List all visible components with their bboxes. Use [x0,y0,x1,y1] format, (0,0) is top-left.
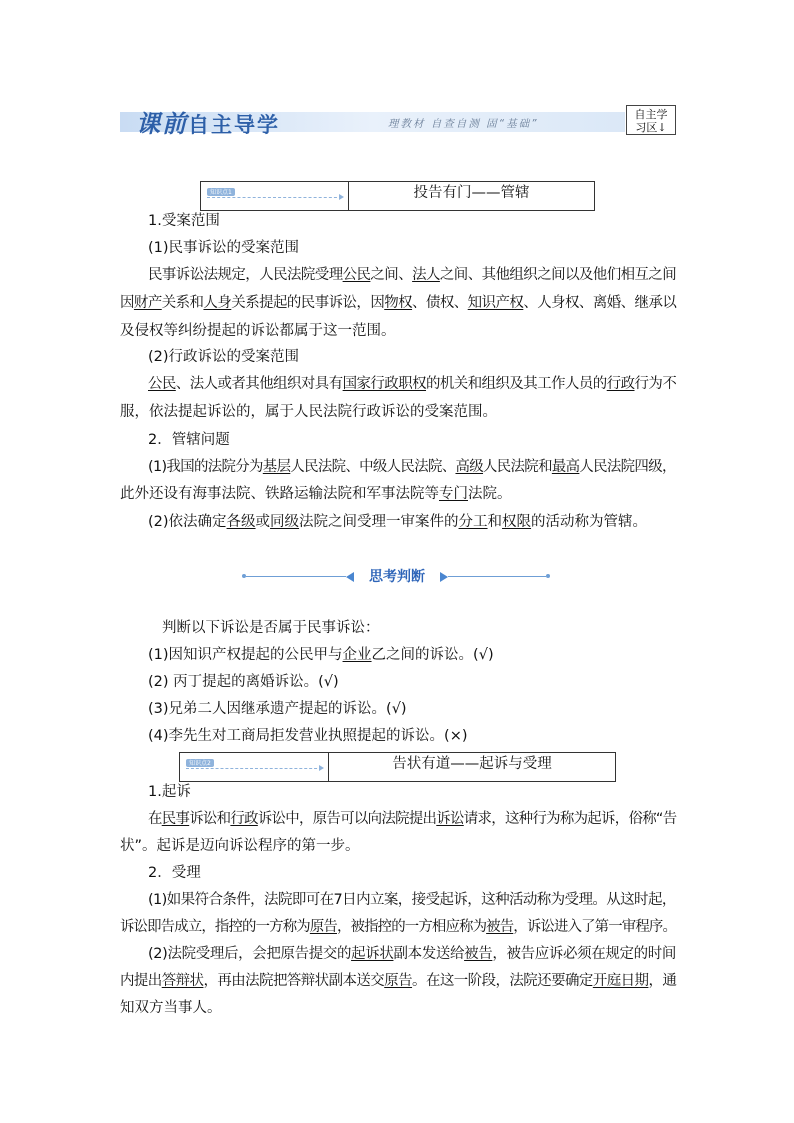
section-2-tab [180,753,329,781]
knowledge-point-tag: 知识点1 [207,188,235,196]
heading-civil-scope: (1)民事诉讼的受案范围 [148,240,300,256]
section-1-title-bar [200,181,595,211]
banner-title-rest: 自主导学 [188,112,280,137]
badge-line-2: 习区↓ [635,121,667,134]
acceptance-2-line-3: 知双方当事人。 [120,1000,222,1016]
think-judge-divider [242,567,550,587]
banner-title [136,104,280,139]
arrow-icon [207,197,342,198]
admin-scope-line-1: 公民、法人或者其他组织对具有国家行政职权的机关和组织及其工作人员的行政行为不 [148,376,677,392]
jurisdiction-definition: (2)依法确定各级或同级法院之间受理一审案件的分工和权限的活动称为管辖。 [148,514,648,530]
heading-prosecution: 1.起诉 [148,784,191,800]
banner-subtitle: 理教材 自查自测 固“基础” [388,118,539,130]
acceptance-1-line-1: (1)如果符合条件，法院即可在7日内立案，接受起诉，这种活动称为受理。从这时起， [148,892,676,908]
admin-scope-line-2: 服，依法提起诉讼的，属于人民法院行政诉讼的受案范围。 [120,404,497,420]
divider-dot-right [546,574,550,578]
divider-rule-right [448,576,546,577]
acceptance-2-line-2: 内提出答辩状，再由法院把答辩状副本送交原告。在这一阶段，法院还要确定开庭日期，通 [120,973,677,989]
judge-item-2: (2) 丙丁提起的离婚诉讼。(√) [148,674,339,690]
judge-item-3: (3)兄弟二人因继承遗产提起的诉讼。(√) [148,701,407,717]
banner-title-lead: 课前 [136,109,188,138]
self-study-badge[interactable] [626,105,676,135]
judge-item-1: (1)因知识产权提起的公民甲与企业乙之间的诉讼。(√) [148,647,494,663]
divider-rule-left [246,576,346,577]
prosecution-line-1: 在民事诉讼和行政诉讼中，原告可以向法院提出诉讼请求，这种行为称为起诉，俗称“告 [148,811,677,827]
heading-jurisdiction: 2．管辖问题 [148,432,230,448]
heading-admin-scope: (2)行政诉讼的受案范围 [148,349,300,365]
think-judge-label: 思考判断 [369,569,425,585]
badge-line-1: 自主学 [634,108,668,121]
section-1-tab [201,182,349,210]
arrow-icon [186,768,322,769]
judge-item-4: (4)李先生对工商局拒发营业执照提起的诉讼。(×) [148,728,468,744]
prosecution-line-2: 状”。起诉是迈向诉讼程序的第一步。 [120,838,360,854]
header-banner [120,104,682,136]
judge-intro: 判断以下诉讼是否属于民事诉讼： [162,620,380,636]
acceptance-1-line-2: 诉讼即告成立，指控的一方称为原告，被指控的一方相应称为被告，诉讼进入了第一审程序。 [120,919,677,935]
civil-scope-line-2: 因财产关系和人身关系提起的民事诉讼，因物权、债权、知识产权、人身权、离婚、继承以 [120,295,677,311]
section-2-title-bar [179,752,616,782]
civil-scope-line-3: 及侵权等纠纷提起的诉讼都属于这一范围。 [120,323,396,339]
triangle-right-icon [440,572,448,582]
heading-scope: 1.受案范围 [148,213,220,229]
section-1-title: 投告有门——管辖 [413,185,530,201]
civil-scope-line-1: 民事诉讼法规定，人民法院受理公民之间、法人之间、其他组织之间以及他们相互之间 [148,267,677,283]
acceptance-2-line-1: (2)法院受理后，会把原告提交的起诉状副本发送给被告，被告应诉必须在规定的时间 [148,946,676,962]
section-2-title: 告状有道——起诉与受理 [392,756,552,772]
jurisdiction-line-1: (1)我国的法院分为基层人民法院、中级人民法院、高级人民法院和最高人民法院四级， [148,459,676,475]
knowledge-point-tag: 知识点2 [186,759,214,767]
jurisdiction-line-2: 此外还设有海事法院、铁路运输法院和军事法院等专门法院。 [120,486,512,502]
heading-acceptance: 2．受理 [148,865,201,881]
